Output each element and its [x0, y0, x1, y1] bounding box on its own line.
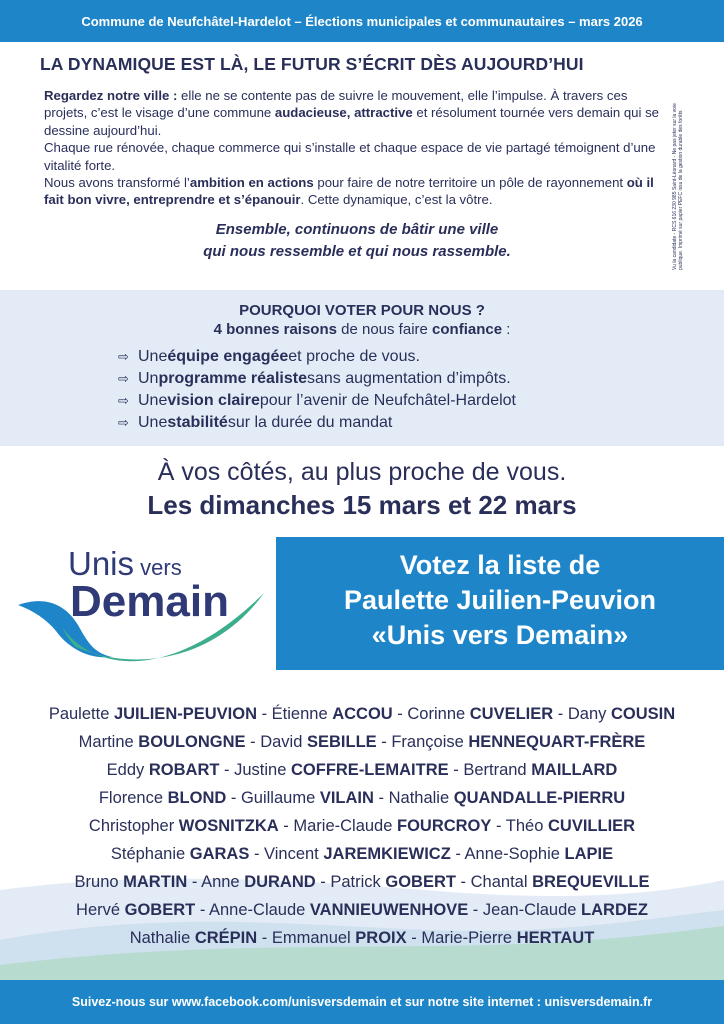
- reasons-sub-mid: de nous faire: [336, 321, 433, 338]
- candidate-last-name: VANNIEUWENHOVE: [309, 901, 469, 919]
- candidates-row: [0, 868, 724, 896]
- candidates-row: [0, 840, 724, 868]
- candidate-first-name: Vincent: [264, 845, 324, 863]
- list-item: [118, 390, 724, 412]
- candidate-last-name: COFFRE-LEMAITRE: [290, 761, 449, 779]
- name-separator: -: [187, 873, 202, 891]
- vote-line-3: «Unis vers Demain»: [371, 620, 629, 650]
- candidate-first-name: Bertrand: [463, 761, 532, 779]
- candidate-first-name: Eddy: [106, 761, 149, 779]
- reasons-list: [118, 346, 724, 434]
- candidate-last-name: HENNEQUART-FRÈRE: [468, 733, 646, 751]
- candidate-first-name: Dany: [567, 705, 611, 723]
- name-separator: -: [448, 761, 464, 779]
- candidate-last-name: GARAS: [189, 845, 250, 863]
- candidate-last-name: ROBART: [148, 761, 220, 779]
- candidate-last-name: BREQUEVILLE: [532, 873, 650, 891]
- candidate-last-name: MARTIN: [123, 873, 188, 891]
- candidate-first-name: Théo: [505, 817, 548, 835]
- candidate-last-name: PROIX: [355, 929, 407, 947]
- candidate-first-name: Nathalie: [129, 929, 195, 947]
- candidate-last-name: VILAIN: [319, 789, 374, 807]
- intro-p1-b: et résolument tournée vers demain qui se dessine aujourd’hui.: [44, 105, 660, 138]
- candidate-first-name: Guillaume: [240, 789, 320, 807]
- name-separator: -: [491, 817, 506, 835]
- name-separator: -: [226, 789, 241, 807]
- intro-motto: [44, 219, 670, 263]
- candidate-last-name: HERTAUT: [516, 929, 595, 947]
- arrow-right-icon: ⇨: [118, 415, 129, 430]
- candidate-last-name: MAILLARD: [531, 761, 618, 779]
- intro-section: [40, 54, 670, 263]
- header-text: Commune de Neufchâtel-Hardelot – Élections municipales et communautaires – mars 2026: [81, 13, 643, 29]
- vote-box: [276, 537, 724, 670]
- reason-a: Une: [138, 348, 168, 365]
- candidate-first-name: Martine: [78, 733, 139, 751]
- name-separator: -: [455, 873, 471, 891]
- reasons-sub-bold1: 4 bonnes raisons: [213, 321, 337, 338]
- intro-p1-bold2: audacieuse, attractive: [274, 105, 413, 121]
- candidate-first-name: Justine: [234, 761, 291, 779]
- candidate-last-name: CUVELIER: [469, 705, 554, 723]
- candidates-row: [0, 700, 724, 728]
- dates-section: [0, 456, 724, 522]
- intro-p2: Chaque rue rénovée, chaque commerce qui s’installe et chaque espace de vie partagé témoignent d’une vitalité forte.: [44, 140, 656, 173]
- candidates-row: [0, 784, 724, 812]
- reason-b: programme réaliste: [158, 370, 307, 387]
- list-item: [118, 346, 724, 368]
- candidate-last-name: GOBERT: [124, 901, 196, 919]
- footer-text: Suivez-nous sur www.facebook.com/unisversdemain et sur notre site internet : unisversdemain.fr: [71, 995, 653, 1009]
- intro-p1-bold: Regardez notre ville :: [44, 88, 178, 103]
- name-separator: -: [315, 873, 331, 891]
- reasons-section: [0, 290, 724, 446]
- candidate-first-name: Nathalie: [388, 789, 454, 807]
- candidate-first-name: Christopher: [88, 817, 179, 835]
- candidates-row: [0, 924, 724, 952]
- candidate-first-name: Corinne: [407, 705, 470, 723]
- candidate-last-name: CRÉPIN: [194, 929, 258, 947]
- candidates-row: [0, 756, 724, 784]
- name-separator: -: [249, 845, 265, 863]
- candidate-first-name: Anne: [201, 873, 245, 891]
- logo-unis-word: Unis: [68, 545, 135, 582]
- intro-p3-b: pour faire de notre territoire un pôle de rayonnement: [313, 175, 627, 191]
- dates-line-1: À vos côtés, au plus proche de vous.: [157, 458, 567, 486]
- candidate-first-name: Bruno: [74, 873, 124, 891]
- candidate-last-name: GOBERT: [385, 873, 456, 891]
- intro-title: LA DYNAMIQUE EST LÀ, LE FUTUR S’ÉCRIT DÈS AUJOURD’HUI: [40, 54, 584, 74]
- name-separator: -: [553, 705, 568, 723]
- candidate-first-name: Étienne: [271, 705, 333, 723]
- name-separator: -: [257, 929, 272, 947]
- candidate-last-name: QUANDALLE-PIERRU: [453, 789, 626, 807]
- name-separator: -: [406, 929, 422, 947]
- reason-c: sur la durée du mandat: [227, 414, 393, 431]
- candidate-first-name: Patrick: [330, 873, 386, 891]
- intro-paragraph: [44, 87, 670, 209]
- candidate-first-name: Marie-Pierre: [421, 929, 517, 947]
- footer-bar: [0, 980, 724, 1024]
- vote-line-2: Paulette Juilien-Peuvion: [343, 585, 657, 615]
- arrow-right-icon: ⇨: [118, 349, 129, 364]
- intro-p3-c: . Cette dynamique, c’est la vôtre.: [300, 192, 493, 208]
- name-separator: -: [392, 705, 408, 723]
- arrow-right-icon: ⇨: [118, 371, 129, 386]
- header-bar: [0, 0, 724, 42]
- name-separator: -: [468, 901, 483, 919]
- logo-vers-word: vers: [134, 555, 182, 580]
- candidates-row: [0, 896, 724, 924]
- reason-b: équipe engagée: [167, 348, 289, 365]
- candidate-last-name: LARDEZ: [581, 901, 648, 919]
- vote-line-1: Votez la liste de: [399, 550, 601, 580]
- candidate-first-name: Chantal: [470, 873, 533, 891]
- candidate-first-name: Paulette: [48, 705, 114, 723]
- legal-mention: Vu la candidate - RCS 616 230 985 Saint-Léonard - Ne pas jeter sur la voie publique. Imprimé sur papier PEFC issu de la gestion durable des forêts: [672, 103, 684, 270]
- reasons-subtitle: [0, 321, 724, 338]
- candidate-last-name: COUSIN: [610, 705, 676, 723]
- candidate-first-name: Emmanuel: [271, 929, 356, 947]
- list-item: [118, 412, 724, 434]
- name-separator: -: [278, 817, 294, 835]
- intro-p3-bold2: où il fait bon vivre, entreprendre et s’épanouir: [44, 175, 654, 208]
- candidate-last-name: FOURCROY: [396, 817, 492, 835]
- reasons-sub-bold2: confiance: [432, 321, 503, 338]
- name-separator: -: [373, 789, 389, 807]
- candidates-list: [0, 700, 724, 952]
- name-separator: -: [195, 901, 209, 919]
- motto-line-1: Ensemble, continuons de bâtir une ville: [215, 220, 499, 238]
- candidate-last-name: CUVILLIER: [547, 817, 636, 835]
- candidate-last-name: JAREMKIEWICZ: [323, 845, 451, 863]
- candidates-row: [0, 728, 724, 756]
- reason-c: et proche de vous.: [288, 348, 420, 365]
- reason-c: pour l’avenir de Neufchâtel-Hardelot: [259, 392, 516, 409]
- dates-line-2: Les dimanches 15 mars et 22 mars: [147, 490, 577, 520]
- reason-a: Une: [138, 392, 168, 409]
- candidate-first-name: Anne-Sophie: [464, 845, 565, 863]
- reasons-title: POURQUOI VOTER POUR NOUS ?: [239, 302, 485, 319]
- name-separator: -: [219, 761, 235, 779]
- candidate-first-name: Hervé: [76, 901, 125, 919]
- candidate-first-name: Jean-Claude: [482, 901, 582, 919]
- intro-p3-a: Nous avons transformé l’: [44, 175, 190, 191]
- reason-b: stabilité: [167, 414, 228, 431]
- candidate-first-name: David: [260, 733, 307, 751]
- candidate-last-name: ACCOU: [332, 705, 393, 723]
- list-logo: [16, 545, 266, 665]
- reason-a: Un: [138, 370, 159, 387]
- arrow-right-icon: ⇨: [118, 393, 129, 408]
- candidates-row: [0, 812, 724, 840]
- intro-p1-a: elle ne se contente pas de suivre le mouvement, elle l’impulse. À travers ces projets, c’est le visage d’une commune: [44, 88, 628, 121]
- candidate-last-name: BOULONGNE: [138, 733, 246, 751]
- list-item: [118, 368, 724, 390]
- reason-a: Une: [138, 414, 168, 431]
- candidate-first-name: Anne-Claude: [209, 901, 310, 919]
- candidate-first-name: Françoise: [391, 733, 469, 751]
- candidate-last-name: JUILIEN-PEUVION: [113, 705, 257, 723]
- candidate-first-name: Marie-Claude: [293, 817, 397, 835]
- candidate-last-name: SEBILLE: [306, 733, 377, 751]
- name-separator: -: [257, 705, 272, 723]
- candidate-last-name: BLOND: [167, 789, 227, 807]
- candidate-first-name: Stéphanie: [110, 845, 190, 863]
- candidate-first-name: Florence: [98, 789, 168, 807]
- candidate-last-name: DURAND: [244, 873, 316, 891]
- reason-c: sans augmentation d’impôts.: [306, 370, 511, 387]
- candidate-last-name: WOSNITZKA: [178, 817, 279, 835]
- motto-line-2: qui nous ressemble et qui nous rassemble.: [203, 242, 511, 260]
- name-separator: -: [376, 733, 392, 751]
- name-separator: -: [450, 845, 465, 863]
- intro-p3-bold: ambition en actions: [189, 175, 314, 191]
- reasons-sub-end: :: [502, 321, 511, 338]
- name-separator: -: [245, 733, 261, 751]
- reason-b: vision claire: [167, 392, 260, 409]
- candidate-last-name: LAPIE: [564, 845, 614, 863]
- logo-demain: Demain: [70, 577, 229, 626]
